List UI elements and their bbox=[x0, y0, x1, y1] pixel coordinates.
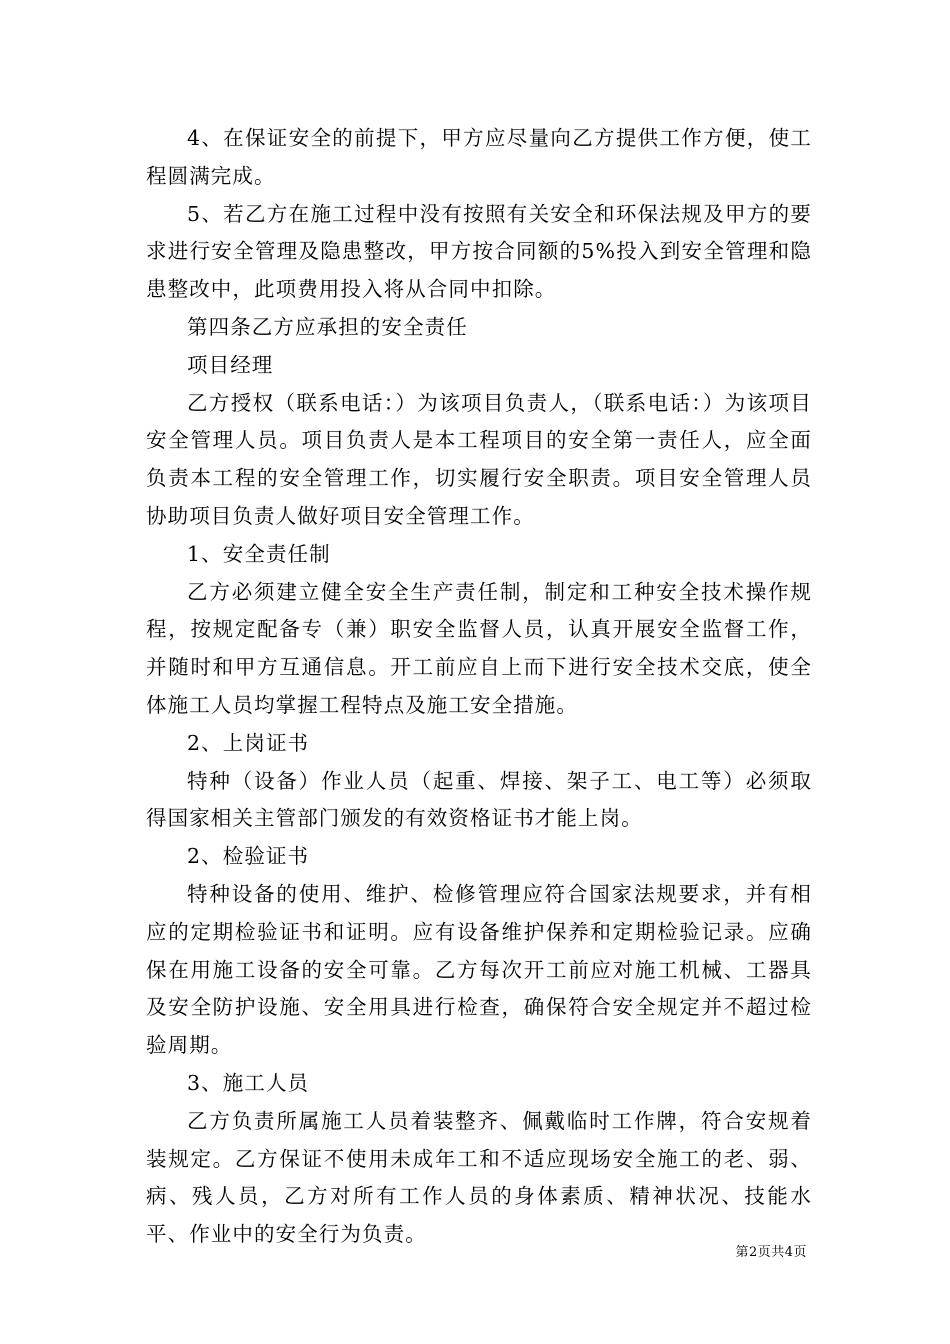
subheading-safety-responsibility: 1、安全责任制 bbox=[187, 541, 331, 566]
subheading-inspection-certificate: 2、检验证书 bbox=[187, 844, 310, 869]
paragraph-inspection-certificate: 特种设备的使用、维护、检修管理应符合国家法规要求，并有相应的定期检验证书和证明。应有设备维护保养和定期检验记录。应确保在用施工设备的安全可靠。乙方每次开工前应对施工机械、工器具及安全防护设施、安全用具进行检查，确保符合安全规定并不超过检验周期。 bbox=[146, 881, 812, 1058]
paragraph-safety-responsibility: 乙方必须建立健全安全生产责任制，制定和工种安全技术操作规程，按规定配备专（兼）职安全监督人员，认真开展安全监督工作，并随时和甲方互通信息。开工前应自上而下进行安全技术交底，使全体施工人员均掌握工程特点及施工安全措施。 bbox=[146, 579, 812, 717]
document-body bbox=[146, 120, 812, 1254]
page-number: 第2页共4页 bbox=[735, 1245, 807, 1260]
paragraph-construction-staff: 乙方负责所属施工人员着装整齐、佩戴临时工作牌，符合安规着装规定。乙方保证不使用未成年工和不适应现场安全施工的老、弱、病、残人员，乙方对所有工作人员的身体素质、精神状况、技能水平、作业中的安全行为负责。 bbox=[146, 1108, 812, 1247]
paragraph-project-manager: 乙方授权（联系电话：）为该项目负责人，（联系电话：）为该项目安全管理人员。项目负责人是本工程项目的安全第一责任人，应全面负责本工程的安全管理工作，切实履行安全职责。项目安全管理人员协助项目负责人做好项目安全管理工作。 bbox=[146, 390, 812, 528]
subheading-construction-staff: 3、施工人员 bbox=[187, 1070, 310, 1095]
subheading-project-manager: 项目经理 bbox=[187, 352, 274, 377]
subheading-work-certificate: 2、上岗证书 bbox=[187, 730, 310, 755]
section-heading-article-4: 第四条乙方应承担的安全责任 bbox=[187, 314, 468, 339]
paragraph-item-4: 4、在保证安全的前提下，甲方应尽量向乙方提供工作方便，使工程圆满完成。 bbox=[146, 126, 812, 188]
paragraph-work-certificate: 特种（设备）作业人员（起重、焊接、架子工、电工等）必须取得国家相关主管部门颁发的有效资格证书才能上岗。 bbox=[146, 768, 812, 831]
paragraph-item-5: 5、若乙方在施工过程中没有按照有关安全和环保法规及甲方的要求进行安全管理及隐患整改，甲方按合同额的5%投入到安全管理和隐患整改中，此项费用投入将从合同中扣除。 bbox=[146, 201, 812, 302]
